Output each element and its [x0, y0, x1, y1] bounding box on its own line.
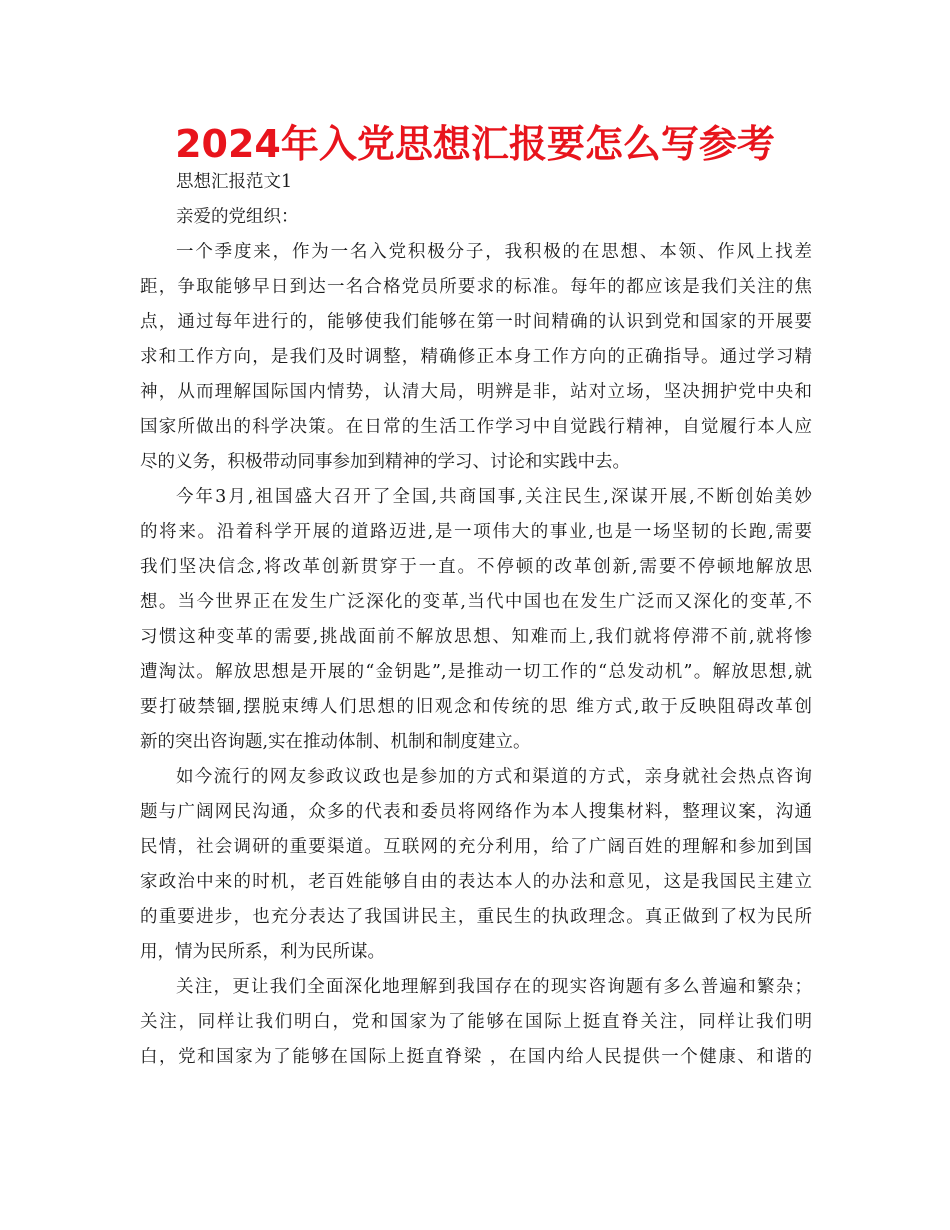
body-line: 思想汇报范文1 [176, 172, 293, 192]
body-line: 一个季度来，作为一名入党积极分子，我积极的在思想、本领、作风上找差 [176, 242, 812, 262]
body-line: 的将来。沿着科学开展的道路迈进,是一项伟大的事业,也是一场坚韧的长跑,需要 [140, 522, 812, 542]
body-line: 尽的义务，积极带动同事参加到精神的学习、讨论和实践中去。 [140, 452, 630, 472]
document-body [140, 165, 812, 1075]
body-line: 想。当今世界正在发生广泛深化的变革,当代中国也在发生广泛而又深化的变革,不 [140, 592, 812, 612]
body-line: 神，从而理解国际国内情势，认清大局，明辨是非，站对立场，坚决拥护党中央和 [140, 382, 812, 402]
body-line: 求和工作方向，是我们及时调整，精确修正本身工作方向的正确指导。通过学习精 [140, 347, 812, 367]
document-title: 2024年入党思想汇报要怎么写参考 [175, 122, 775, 166]
body-line: 要打破禁锢,摆脱束缚人们思想的旧观念和传统的思 维方式,敢于反映阻碍改革创 [140, 697, 812, 717]
body-line: 亲爱的党组织： [176, 207, 299, 227]
body-line: 用，情为民所系，利为民所谋。 [140, 942, 385, 962]
body-line: 的重要进步，也充分表达了我国讲民主，重民生的执政理念。真正做到了权为民所 [140, 907, 812, 927]
body-line: 关注，同样让我们明白，党和国家为了能够在国际上挺直脊关注，同样让我们明 [140, 1012, 812, 1032]
body-line: 白，党和国家为了能够在国际上挺直脊梁 ，在国内给人民提供一个健康、和谐的 [140, 1047, 812, 1067]
body-line: 今年3月,祖国盛大召开了全国,共商国事,关注民生,深谋开展,不断创始美妙 [176, 487, 812, 507]
body-line: 我们坚决信念,将改革创新贯穿于一直。不停顿的改革创新,需要不停顿地解放思 [140, 557, 812, 577]
body-line: 距，争取能够早日到达一名合格党员所要求的标准。每年的都应该是我们关注的焦 [140, 277, 812, 297]
body-line: 关注，更让我们全面深化地理解到我国存在的现实咨询题有多么普遍和繁杂； [176, 977, 812, 997]
body-line: 遭淘汰。解放思想是开展的“金钥匙”,是推动一切工作的“总发动机”。解放思想,就 [140, 662, 812, 682]
body-line: 国家所做出的科学决策。在日常的生活工作学习中自觉践行精神，自觉履行本人应 [140, 417, 812, 437]
body-line: 新的突出咨询题,实在推动体制、机制和制度建立。 [140, 732, 531, 752]
body-line: 民情，社会调研的重要渠道。互联网的充分利用，给了广阔百姓的理解和参加到国 [140, 837, 812, 857]
body-line: 家政治中来的时机，老百姓能够自由的表达本人的办法和意见，这是我国民主建立 [140, 872, 812, 892]
body-line: 习惯这种变革的需要,挑战面前不解放思想、知难而上,我们就将停滞不前,就将惨 [140, 627, 812, 647]
body-line: 题与广阔网民沟通，众多的代表和委员将网络作为本人搜集材料，整理议案，沟通 [140, 802, 812, 822]
body-line: 如今流行的网友参政议政也是参加的方式和渠道的方式，亲身就社会热点咨询 [176, 767, 812, 787]
body-line: 点，通过每年进行的，能够使我们能够在第一时间精确的认识到党和国家的开展要 [140, 312, 812, 332]
